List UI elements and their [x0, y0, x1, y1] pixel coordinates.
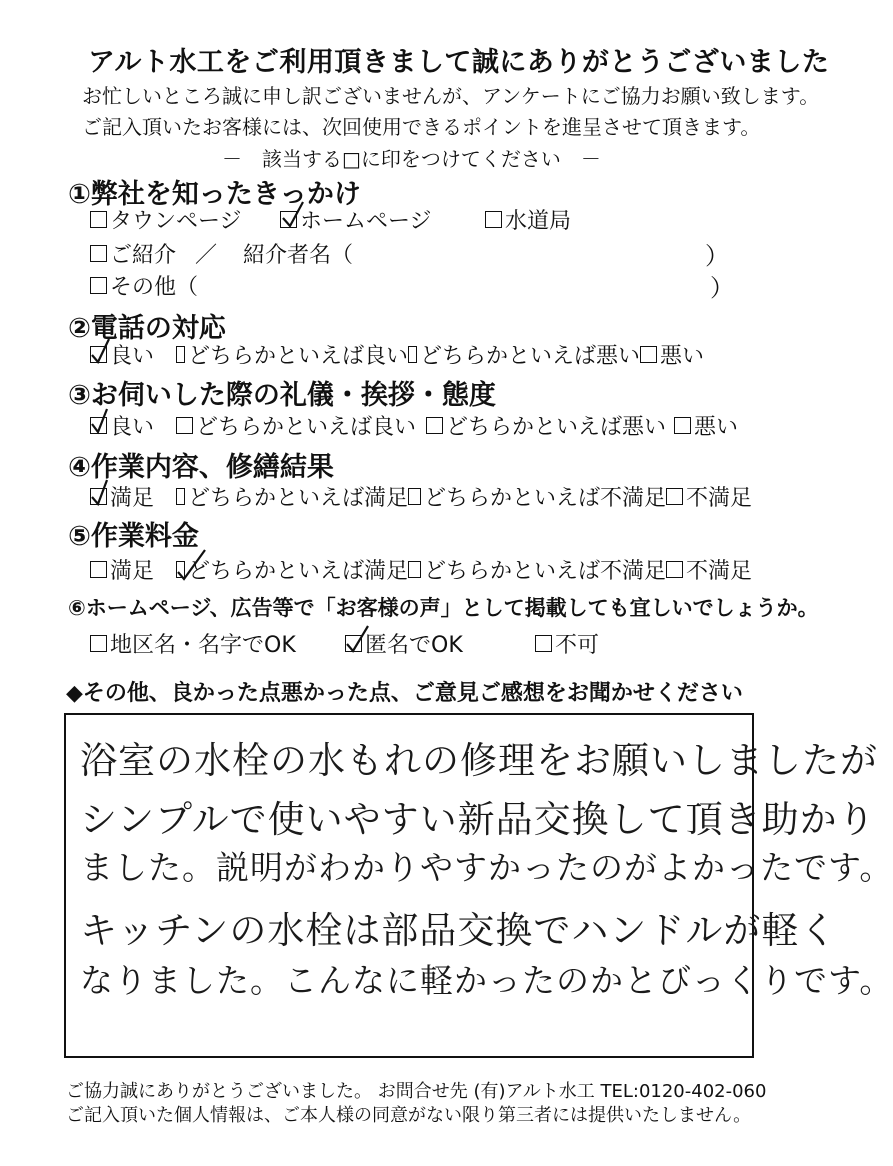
checkbox[interactable]	[640, 346, 657, 363]
work-result-options-row	[90, 481, 752, 512]
section-title-work-fee: ⑤作業料金	[68, 521, 199, 552]
option-label: どちらかといえば良い	[187, 344, 408, 369]
instruction-text: － 該当する□に印をつけてください －	[222, 147, 601, 171]
footer-privacy-notice: ご記入頂いた個人情報は、ご本人様の同意がない限り第三者には提供いたしません。	[66, 1105, 752, 1126]
referrer-close-paren: ）	[705, 242, 729, 270]
option-somewhat-dissatisfied[interactable]	[408, 554, 666, 585]
checkbox-checked[interactable]	[176, 561, 185, 578]
option-label: 良い	[110, 344, 155, 369]
other-row	[90, 268, 735, 303]
handwritten-line: ました。説明がわかりやすかったのがよかったです。	[80, 848, 893, 887]
option-not-allowed[interactable]	[535, 628, 599, 659]
option-satisfied[interactable]	[90, 481, 176, 512]
option-somewhat-good[interactable]	[176, 410, 426, 441]
option-satisfied[interactable]	[90, 554, 176, 585]
how-found-options-row	[90, 204, 571, 235]
option-label: 満足	[110, 559, 155, 584]
option-label: 匿名でOK	[365, 633, 463, 658]
referrer-name-field[interactable]: 紹介者名（	[243, 243, 354, 268]
section-title-how-found: ①弊社を知ったきっかけ	[68, 179, 361, 210]
checkbox-checked[interactable]	[90, 417, 107, 434]
option-bad[interactable]	[674, 410, 738, 441]
checkbox[interactable]	[90, 561, 107, 578]
option-label: 水道局	[505, 209, 572, 234]
checkbox[interactable]	[90, 635, 107, 652]
checkbox[interactable]	[666, 488, 683, 505]
work-fee-options-row	[90, 554, 752, 585]
survey-point-text: ご記入頂いたお客様には、次回使用できるポイントを進呈させて頂きます。	[82, 115, 761, 139]
footer-contact: ご協力誠にありがとうございました。 お問合せ先 (有)アルト水工 TEL:0120-402-060	[66, 1081, 767, 1102]
option-label: どちらかといえば満足	[187, 559, 408, 584]
checkbox[interactable]	[408, 561, 421, 578]
option-somewhat-satisfied[interactable]	[176, 481, 408, 512]
checkbox[interactable]	[666, 561, 683, 578]
referral-separator: ／	[195, 243, 218, 268]
handwritten-line: 浴室の水栓の水もれの修理をお願いしましたが	[80, 739, 878, 782]
option-label: どちらかといえば満足	[187, 486, 408, 511]
checkbox[interactable]	[535, 635, 552, 652]
option-label: タウンページ	[110, 209, 242, 234]
option-somewhat-bad[interactable]	[408, 339, 640, 370]
checkbox-checked[interactable]	[90, 488, 107, 505]
survey-request-text: お忙しいところ誠に申し訳ございませんが、アンケートにご協力お願い致します。	[82, 84, 820, 108]
option-label: 良い	[110, 415, 155, 440]
checkbox[interactable]	[485, 211, 502, 228]
handwritten-line: キッチンの水栓は部品交換でハンドルが軽く	[80, 909, 838, 952]
option-anonymous-ok[interactable]	[345, 628, 535, 659]
handwritten-line: なりました。こんなに軽かったのかとびっくりです。	[80, 961, 893, 1000]
option-label: ご紹介	[110, 243, 177, 268]
checkbox[interactable]	[176, 417, 193, 434]
checkbox[interactable]	[176, 488, 185, 505]
option-dissatisfied[interactable]	[666, 481, 752, 512]
checkbox[interactable]	[674, 417, 691, 434]
option-somewhat-dissatisfied[interactable]	[408, 481, 666, 512]
option-bad[interactable]	[640, 339, 704, 370]
option-good[interactable]	[90, 339, 176, 370]
option-label: 悪い	[660, 344, 705, 369]
option-label: 地区名・名字でOK	[110, 633, 296, 658]
option-label: どちらかといえば悪い	[446, 415, 667, 440]
option-somewhat-good[interactable]	[176, 339, 408, 370]
option-town-page[interactable]	[90, 204, 280, 235]
checkbox[interactable]	[90, 211, 107, 228]
option-referral[interactable]	[90, 238, 195, 269]
option-label: 不可	[555, 633, 600, 658]
option-label: どちらかといえば良い	[196, 415, 417, 440]
checkbox[interactable]	[408, 488, 421, 505]
option-area-name-ok[interactable]	[90, 628, 345, 659]
option-somewhat-satisfied[interactable]	[176, 554, 408, 585]
option-water-bureau[interactable]	[485, 204, 571, 235]
option-label: どちらかといえば不満足	[423, 559, 666, 584]
survey-title: アルト水工をご利用頂きまして誠にありがとうございました	[88, 47, 830, 78]
option-good[interactable]	[90, 410, 176, 441]
referral-row	[90, 236, 730, 271]
checkbox-checked[interactable]	[280, 211, 297, 228]
option-label: ホームページ	[300, 209, 432, 234]
option-homepage[interactable]	[280, 204, 485, 235]
option-label: 不満足	[686, 486, 753, 511]
option-other[interactable]	[90, 270, 710, 301]
option-label: その他（	[110, 275, 199, 300]
option-label: 不満足	[686, 559, 753, 584]
other-close-paren: ）	[710, 274, 734, 302]
phone-options-row	[90, 339, 704, 370]
section-title-work-result: ④作業内容、修繕結果	[68, 452, 334, 483]
checkbox[interactable]	[426, 417, 443, 434]
checkbox[interactable]	[90, 277, 107, 294]
section-title-publish-permission: ⑥ホームページ、広告等で「お客様の声」として掲載しても宜しいでしょうか。	[68, 596, 819, 620]
handwritten-line: シンプルで使いやすい新品交換して頂き助かり	[80, 798, 876, 841]
checkbox[interactable]	[90, 245, 107, 262]
option-label: 満足	[110, 486, 155, 511]
option-somewhat-bad[interactable]	[426, 410, 674, 441]
manners-options-row	[90, 410, 738, 441]
section-title-phone: ②電話の対応	[68, 313, 226, 344]
section-title-manners: ③お伺いした際の礼儀・挨拶・態度	[68, 380, 496, 411]
option-dissatisfied[interactable]	[666, 554, 752, 585]
checkbox-checked[interactable]	[345, 635, 362, 652]
checkbox[interactable]	[176, 346, 185, 363]
option-label: どちらかといえば不満足	[423, 486, 666, 511]
option-label: 悪い	[694, 415, 739, 440]
publish-options-row	[90, 628, 599, 659]
option-label: どちらかといえば悪い	[419, 344, 640, 369]
checkbox-checked[interactable]	[90, 346, 107, 363]
comments-prompt: ◆その他、良かった点悪かった点、ご意見ご感想をお聞かせください	[66, 681, 743, 706]
checkbox[interactable]	[408, 346, 417, 363]
